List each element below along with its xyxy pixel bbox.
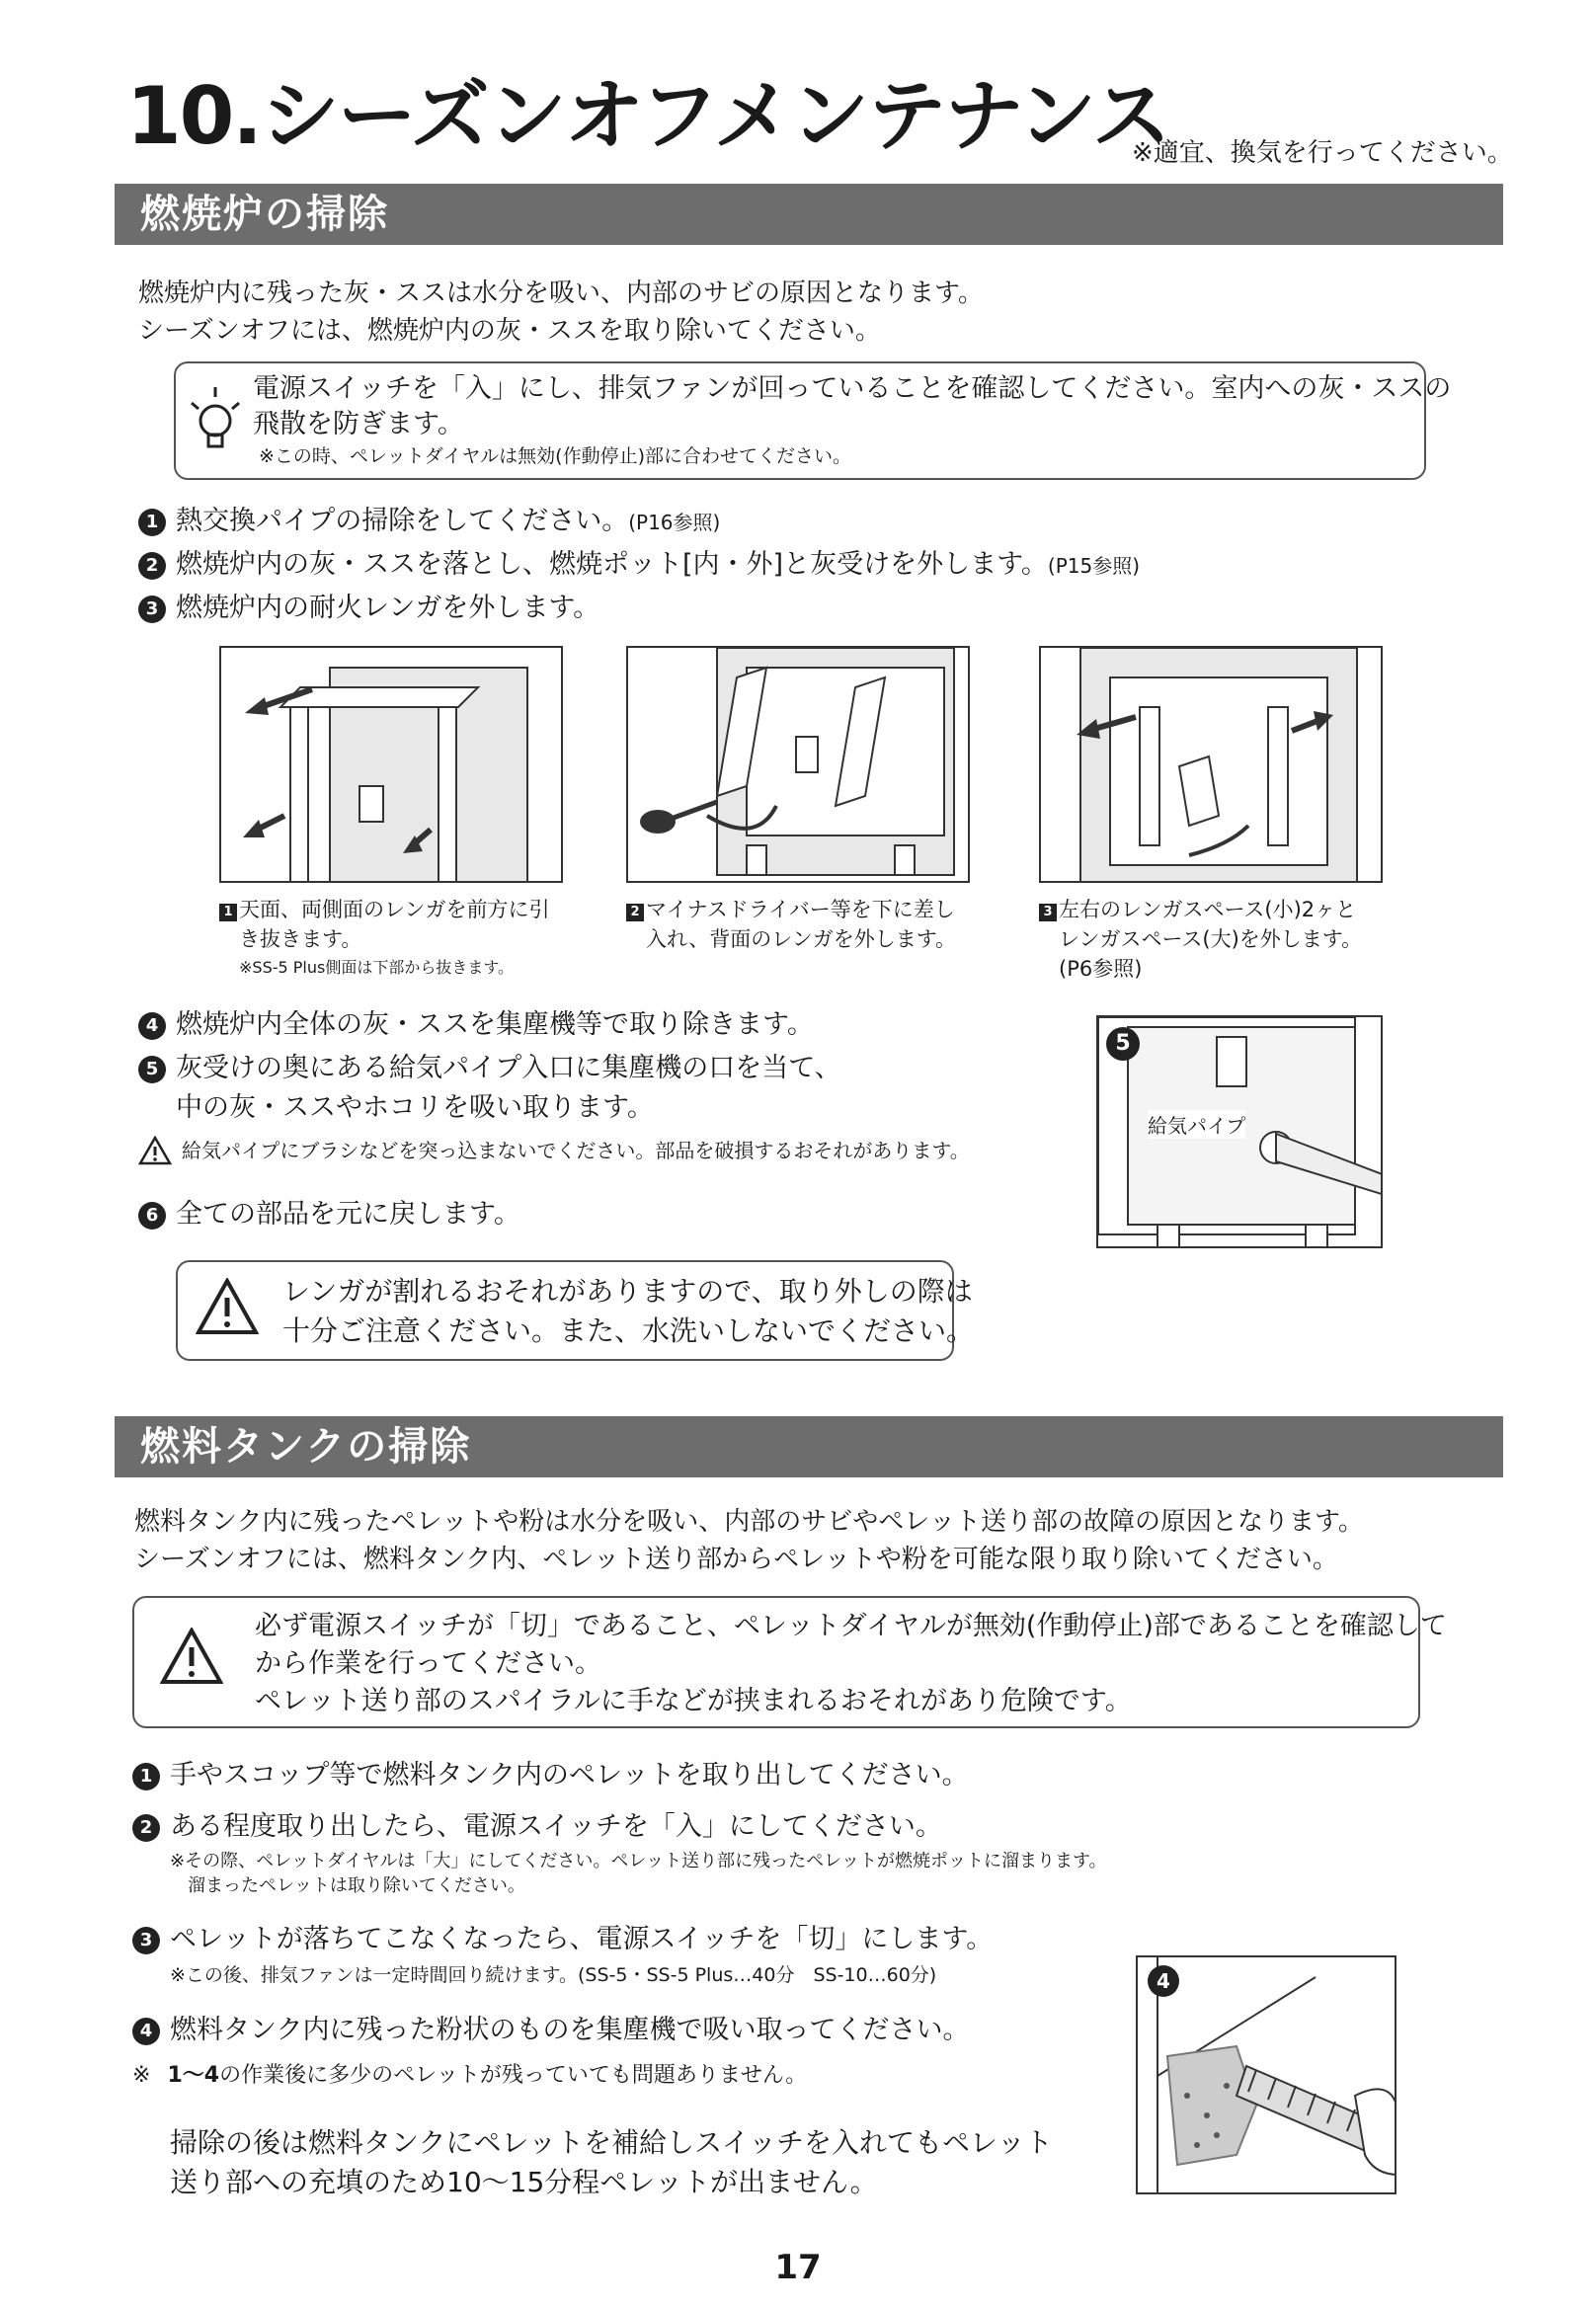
intro-line: 燃焼炉内に残った灰・ススは水分を吸い、内部のサビの原因となります。 — [138, 278, 984, 308]
caption-1 — [219, 895, 595, 982]
figure-badge: 4 — [1148, 1965, 1179, 1997]
caption-line: マイナスドライバー等を下に差し — [646, 898, 955, 921]
step-text: 中の灰・ススやホコリを吸い取ります。 — [176, 1092, 654, 1123]
illustration-brick-spacers — [1039, 646, 1383, 883]
step-text: ある程度取り出したら、電源スイッチを「入」にしてください。 — [170, 1811, 942, 1842]
furnace-step-4 — [138, 1005, 814, 1045]
step-number: 3 — [132, 1927, 160, 1954]
caption-line: 天面、両側面のレンガを前方に引 — [239, 898, 550, 921]
step-text: 手やスコップ等で燃料タンク内のペレットを取り出してください。 — [170, 1760, 969, 1790]
caption-3 — [1039, 895, 1414, 984]
furnace-step-3 — [138, 589, 599, 628]
step-number: 4 — [138, 1012, 166, 1040]
step-number: 6 — [138, 1202, 166, 1230]
air-pipe-label: 給気パイプ — [1148, 1110, 1245, 1139]
tank-step-4 — [132, 2011, 969, 2050]
furnace-step-6 — [138, 1195, 520, 1234]
note-line: 溜まったペレットは取り除いてください。 — [188, 1875, 525, 1896]
step-number: 1 — [138, 509, 166, 536]
lightbulb-icon — [186, 383, 245, 462]
warning-line: 十分ご注意ください。また、水洗いしないでください。 — [282, 1314, 975, 1347]
caption-number: 3 — [1039, 904, 1057, 921]
closing-line: 送り部への充填のため10〜15分程ペレットが出ません。 — [170, 2166, 878, 2198]
caution-text: 給気パイプにブラシなどを突っ込まないでください。部品を破損するおそれがあります。 — [182, 1139, 970, 1162]
tip-note: ※この時、ペレットダイヤルは無効(作動停止)部に合わせてください。 — [259, 445, 851, 467]
warning-icon — [160, 1628, 223, 1685]
page-number: 17 — [774, 2248, 822, 2287]
step-text: 燃焼炉内の耐火レンガを外します。 — [176, 593, 600, 623]
step-number: 2 — [138, 552, 166, 580]
step-text: 灰受けの奥にある給気パイプ入口に集塵機の口を当て、 — [176, 1053, 841, 1083]
step-number: 1 — [132, 1763, 160, 1790]
caption-line: 入れ、背面のレンガを外します。 — [646, 927, 957, 951]
tip-line: 電源スイッチを「入」にし、排気ファンが回っていることを確認してください。室内への灰・ススの — [253, 373, 1452, 404]
furnace-step-5 — [138, 1049, 841, 1128]
furnace-step-1 — [138, 502, 720, 542]
tip-box — [174, 361, 1452, 480]
tip-line: 飛散を防ぎます。 — [253, 409, 464, 439]
illustration-top-side-bricks — [219, 646, 563, 883]
page-reference: (P16参照) — [628, 511, 721, 534]
illustration-air-pipe — [1096, 1015, 1383, 1248]
caption-note: ※SS-5 Plus側面は下部から抜きます。 — [239, 958, 515, 977]
caption-number: 1 — [219, 904, 237, 921]
step-number: 2 — [132, 1814, 160, 1842]
warning-icon — [196, 1278, 259, 1335]
footnote-mark: ※ — [132, 2063, 151, 2088]
illustration-back-brick — [626, 646, 970, 883]
step-text: 燃料タンク内に残った粉状のものを集塵機で吸い取ってください。 — [170, 2015, 970, 2045]
illustration-vacuum-tank — [1136, 1955, 1396, 2194]
tank-step-1 — [132, 1756, 969, 1795]
furnace-step-2 — [138, 545, 1140, 586]
figure-badge: 5 — [1106, 1027, 1140, 1061]
page-title: 10.シーズンオフメンテナンス — [126, 70, 1169, 162]
caption-line: き抜きます。 — [239, 927, 362, 951]
pipe-caution — [138, 1136, 970, 1165]
caption-number: 2 — [626, 904, 644, 921]
step-number: 3 — [138, 596, 166, 623]
intro-line: シーズンオフには、燃焼炉内の灰・ススを取り除いてください。 — [138, 316, 881, 346]
footnote-text: の作業後に多少のペレットが残っていても問題ありません。 — [219, 2063, 808, 2088]
tank-step-2-note — [170, 1849, 1107, 1898]
caption-line: (P6参照) — [1059, 957, 1143, 981]
caption-line: 左右のレンガスペース(小)2ヶと — [1059, 898, 1357, 921]
section-heading-furnace: 燃焼炉の掃除 — [115, 184, 1503, 245]
warning-line: レンガが割れるおそれがありますので、取り外しの際は — [282, 1275, 973, 1308]
tank-step-2 — [132, 1807, 942, 1847]
closing-note — [170, 2123, 1053, 2202]
caution-icon — [138, 1136, 172, 1165]
section-heading-tank: 燃料タンクの掃除 — [115, 1416, 1503, 1477]
furnace-intro — [138, 275, 984, 350]
caption-line: レンガスペース(大)を外します。 — [1059, 927, 1363, 951]
intro-line: シーズンオフには、燃料タンク内、ペレット送り部からペレットや粉を可能な限り取り除いてください。 — [134, 1545, 1338, 1574]
step-text: 燃焼炉内の灰・ススを落とし、燃焼ポット[内・外]と灰受けを外します。 — [176, 549, 1048, 580]
intro-line: 燃料タンク内に残ったペレットや粉は水分を吸い、内部のサビやペレット送り部の故障の原因となります。 — [134, 1507, 1364, 1537]
caption-2 — [626, 895, 1001, 954]
step-number: 5 — [138, 1056, 166, 1083]
closing-line: 掃除の後は燃料タンクにペレットを補給しスイッチを入れてもペレット — [170, 2126, 1053, 2159]
step-text: 全ての部品を元に戻します。 — [176, 1199, 520, 1230]
footnote-range: 1〜4 — [167, 2063, 220, 2088]
tank-footnote — [132, 2062, 807, 2090]
step-text: ペレットが落ちてこなくなったら、電源スイッチを「切」にします。 — [170, 1924, 994, 1954]
brick-warning-box — [176, 1260, 975, 1361]
step-number: 4 — [132, 2018, 160, 2045]
warning-line: 必ず電源スイッチが「切」であること、ペレットダイヤルが無効(作動停止)部であることを確認して — [255, 1611, 1447, 1641]
step-text: 燃焼炉内全体の灰・ススを集塵機等で取り除きます。 — [176, 1009, 814, 1040]
tank-step-3-note: ※この後、排気ファンは一定時間回り続けます。(SS-5・SS-5 Plus…40分 SS-10…60分) — [170, 1964, 937, 1986]
ventilation-note: ※適宜、換気を行ってください。 — [1132, 138, 1513, 168]
warning-line: から作業を行ってください。 — [255, 1648, 601, 1679]
step-text: 熱交換パイプの掃除をしてください。 — [176, 506, 629, 536]
note-line: ※その際、ペレットダイヤルは「大」にしてください。ペレット送り部に残ったペレットが燃焼ポットに溜まります。 — [170, 1851, 1107, 1871]
tank-step-3 — [132, 1920, 993, 1959]
tank-intro — [134, 1503, 1364, 1578]
warning-line: ペレット送り部のスパイラルに手などが挟まれるおそれがあり危険です。 — [255, 1686, 1132, 1716]
tank-warning-box — [132, 1596, 1447, 1728]
page-reference: (P15参照) — [1047, 554, 1141, 578]
